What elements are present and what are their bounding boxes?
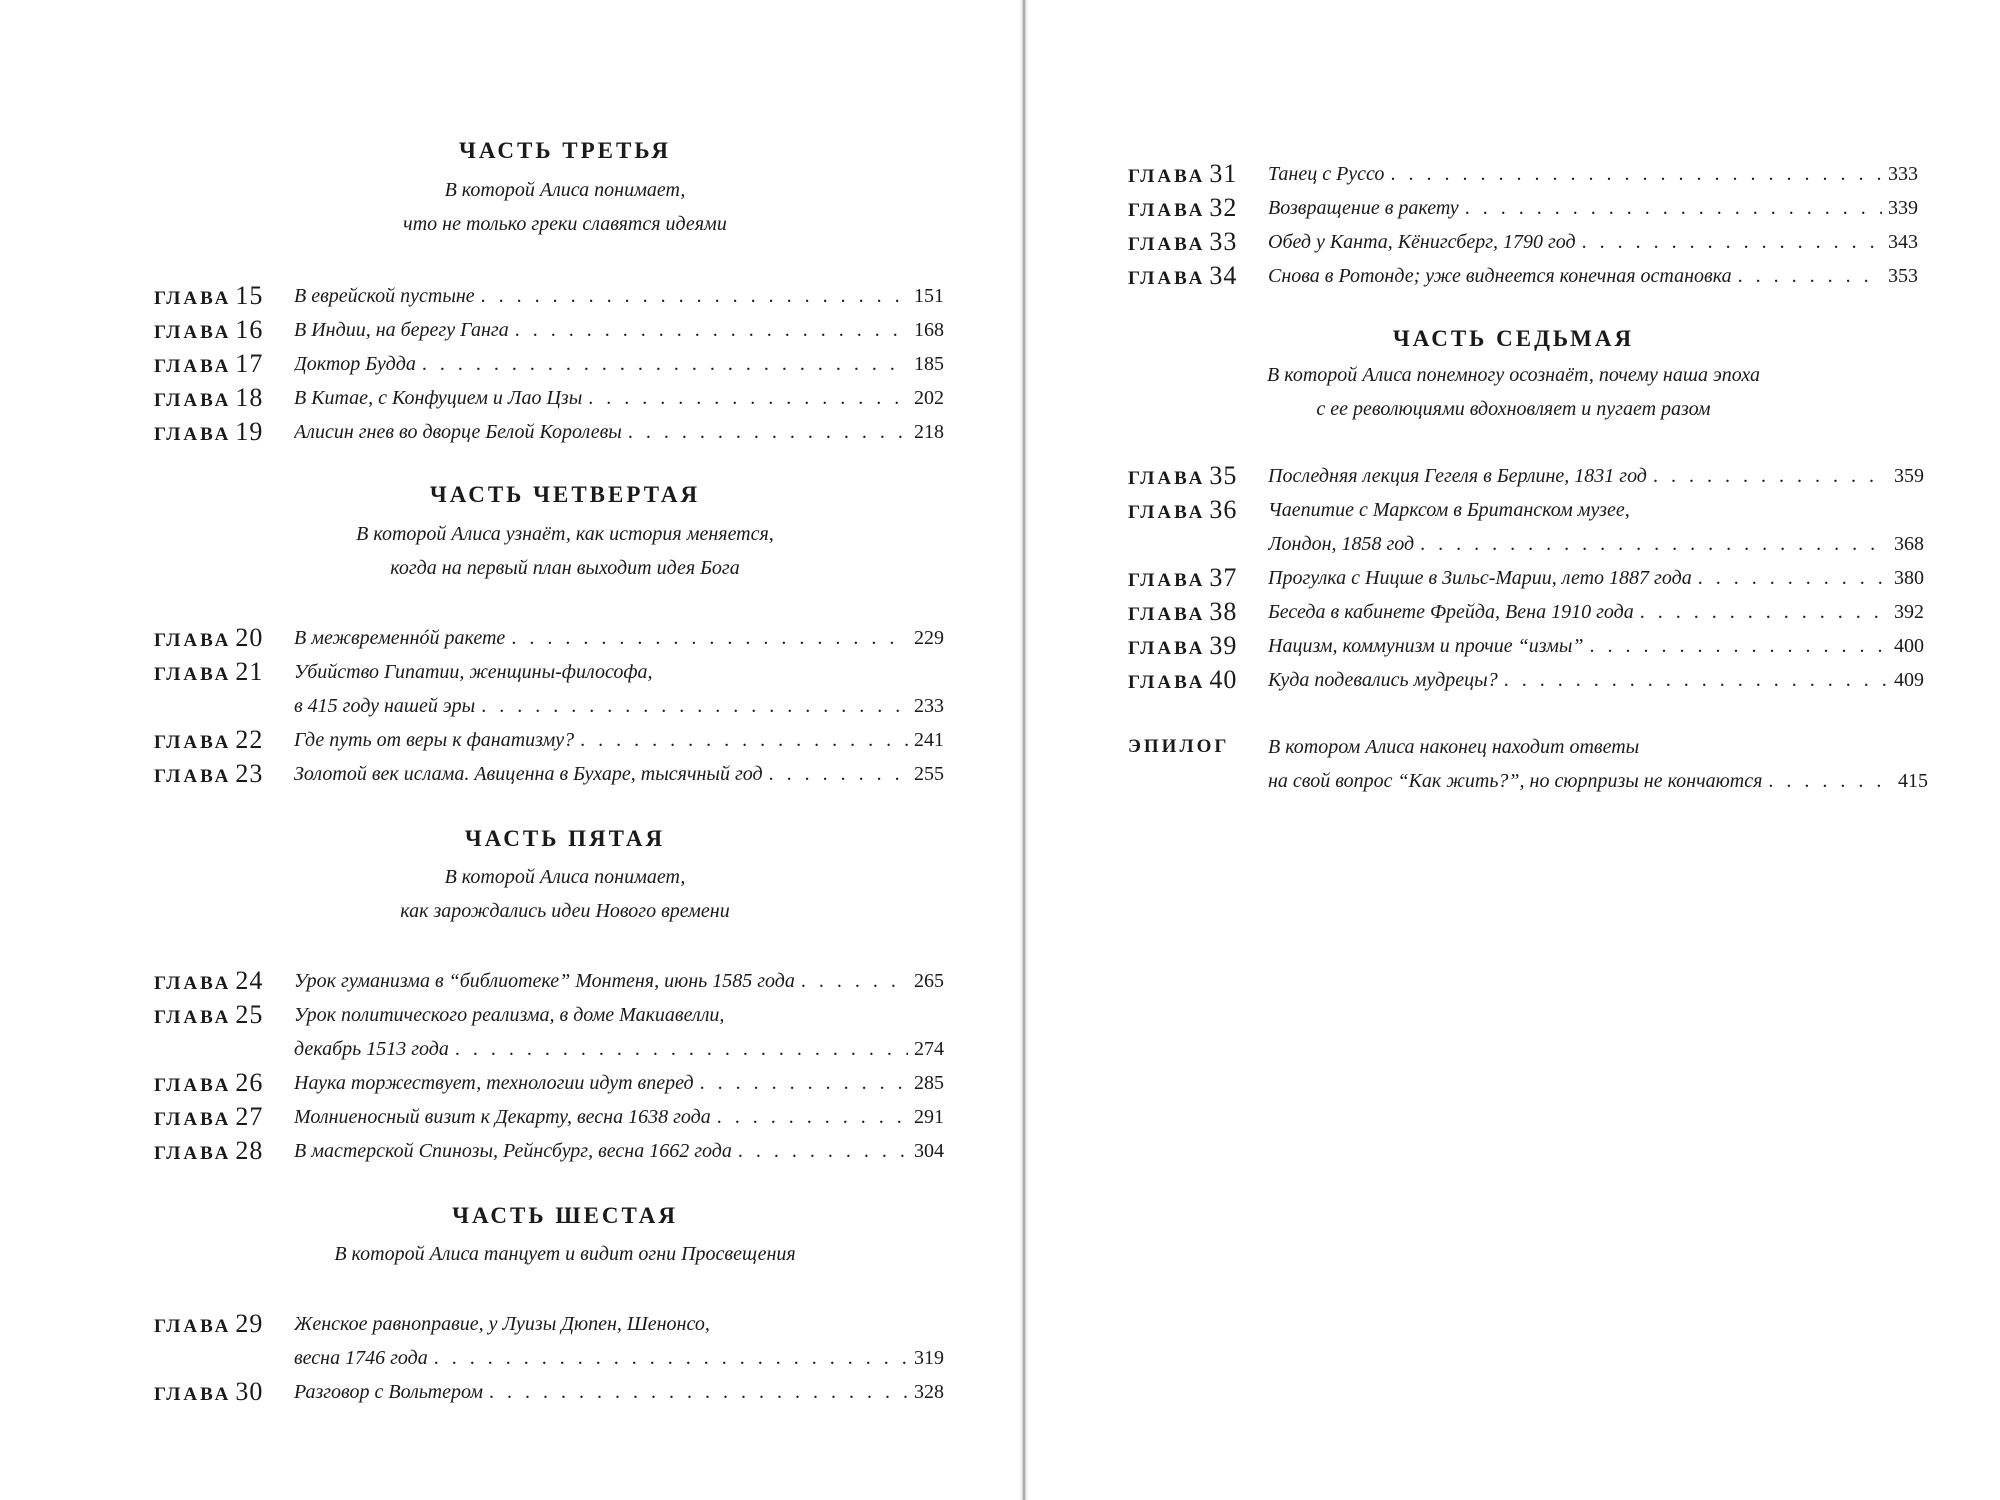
leader-dots bbox=[588, 381, 908, 415]
leader-dots bbox=[1504, 663, 1888, 697]
page-number: 339 bbox=[1888, 197, 1918, 219]
chapter-title: Убийство Гипатии, женщины-философа, bbox=[294, 661, 653, 683]
page-number: 400 bbox=[1894, 635, 1924, 657]
page-number: 353 bbox=[1888, 265, 1918, 287]
toc-entry[interactable]: ГЛАВА 33 Обед у Канта, Кёнигсберг, 1790 год . . . 343 bbox=[1128, 225, 1918, 259]
page-number: 241 bbox=[914, 729, 944, 751]
leader-dots bbox=[580, 723, 908, 757]
page-number: 328 bbox=[914, 1381, 944, 1403]
toc-entry[interactable]: ГЛАВА 21 Убийство Гипатии, женщины-философа, bbox=[154, 655, 944, 689]
toc-entry[interactable]: ГЛАВА 22 Где путь от веры к фанатизму? . . . 241 bbox=[154, 723, 944, 757]
leader-dots bbox=[511, 621, 908, 655]
toc-entry[interactable]: ГЛАВА 29 Женское равноправие, у Луизы Дюпен, Шенонсо, bbox=[154, 1307, 944, 1341]
page-number: 229 bbox=[914, 627, 944, 649]
toc-entry[interactable]: ГЛАВА 26 Наука торжествует, технологии идут вперед . . . 285 bbox=[154, 1066, 944, 1100]
part-title: ЧАСТЬ СЕДЬМАЯ bbox=[1392, 326, 1635, 351]
part-description: В которой Алиса понимает, как зарождались идеи Нового времени bbox=[400, 866, 730, 922]
toc-entry-continuation[interactable] bbox=[154, 1032, 944, 1066]
chapter-title: В Китае, с Конфуцием и Лао Цзы bbox=[294, 387, 583, 409]
toc-entry[interactable]: ГЛАВА 34 Снова в Ротонде; уже виднеется конечная остановка . . . 353 bbox=[1128, 259, 1918, 293]
leader-dots bbox=[1420, 527, 1888, 561]
part-title: ЧАСТЬ ЧЕТВЕРТАЯ bbox=[429, 482, 701, 507]
chapter-title: В мастерской Спинозы, Рейнсбург, весна 1662 года bbox=[294, 1140, 732, 1162]
leader-dots bbox=[1738, 259, 1882, 293]
page-number: 343 bbox=[1888, 231, 1918, 253]
page-number: 392 bbox=[1894, 601, 1924, 623]
toc-entry-epilogue[interactable] bbox=[1128, 730, 1928, 764]
chapter-title: Чаепитие с Марксом в Британском музее, bbox=[1268, 499, 1630, 521]
leader-dots bbox=[1640, 595, 1888, 629]
leader-dots bbox=[1698, 561, 1888, 595]
part-title: ЧАСТЬ ШЕСТАЯ bbox=[452, 1203, 678, 1228]
chapter-title: Прогулка с Ницше в Зильс-Марии, лето 1887 года bbox=[1268, 567, 1692, 589]
leader-dots bbox=[481, 279, 908, 313]
right-page bbox=[1027, 0, 2000, 1500]
toc-entry-continuation[interactable] bbox=[154, 1341, 944, 1375]
toc-entry[interactable]: ГЛАВА 36 Чаепитие с Марксом в Британском музее, bbox=[1128, 493, 1924, 527]
leader-dots bbox=[434, 1341, 908, 1375]
leader-dots bbox=[1465, 191, 1882, 225]
page-number: 319 bbox=[914, 1347, 944, 1369]
toc-entry[interactable]: ГЛАВА 24 Урок гуманизма в “библиотеке” Монтеня, июнь 1585 года . . . 265 bbox=[154, 964, 944, 998]
toc-entry[interactable]: ГЛАВА 25 Урок политического реализма, в доме Макиавелли, bbox=[154, 998, 944, 1032]
chapter-title: Нацизм, коммунизм и прочие “измы” bbox=[1268, 635, 1584, 657]
toc-entry[interactable]: ГЛАВА 40 Куда подевались мудрецы? . . . 409 bbox=[1128, 663, 1924, 697]
leader-dots bbox=[738, 1134, 908, 1168]
page-number: 380 bbox=[1894, 567, 1924, 589]
chapter-title: Танец с Руссо bbox=[1268, 163, 1385, 185]
chapter-title: Обед у Канта, Кёнигсберг, 1790 год bbox=[1268, 231, 1576, 253]
epilogue-title: В котором Алиса наконец находит ответы bbox=[1268, 736, 1640, 758]
chapter-title: Молниеносный визит к Декарту, весна 1638 года bbox=[294, 1106, 711, 1128]
page-number: 409 bbox=[1894, 669, 1924, 691]
chapter-title: Золотой век ислама. Авиценна в Бухаре, тысячный год bbox=[294, 763, 763, 785]
leader-dots bbox=[628, 415, 908, 449]
part-description: В которой Алиса понемногу осознаёт, почему наша эпоха с ее революциями вдохновляет и пугает разом bbox=[1267, 364, 1760, 420]
page-number: 202 bbox=[914, 387, 944, 409]
toc-entry[interactable]: ГЛАВА 37 Прогулка с Ницше в Зильс-Марии, лето 1887 года . . . 380 bbox=[1128, 561, 1924, 595]
leader-dots bbox=[700, 1066, 908, 1100]
page-number: 151 bbox=[914, 285, 944, 307]
toc-entry-continuation[interactable] bbox=[154, 689, 944, 723]
toc-entry[interactable]: ГЛАВА 18 В Китае, с Конфуцием и Лао Цзы . . . 202 bbox=[154, 381, 944, 415]
chapter-title-continued: весна 1746 года bbox=[294, 1347, 428, 1369]
toc-entry[interactable]: ГЛАВА 20 В межвременнóй ракете . . . 229 bbox=[154, 621, 944, 655]
toc-entry-continuation[interactable] bbox=[1128, 527, 1924, 561]
chapter-title: В еврейской пустыне bbox=[294, 285, 475, 307]
page-number: 368 bbox=[1894, 533, 1924, 555]
page-number: 285 bbox=[914, 1072, 944, 1094]
leader-dots bbox=[422, 347, 908, 381]
epilogue-label: ЭПИЛОГ bbox=[1128, 736, 1230, 757]
chapter-title: Доктор Будда bbox=[294, 353, 416, 375]
chapter-title: Куда подевались мудрецы? bbox=[1268, 669, 1498, 691]
leader-dots bbox=[1653, 459, 1888, 493]
chapter-title: Урок гуманизма в “библиотеке” Монтеня, июнь 1585 года bbox=[294, 970, 795, 992]
chapter-title: Алисин гнев во дворце Белой Королевы bbox=[294, 421, 622, 443]
leader-dots bbox=[481, 689, 908, 723]
chapter-title-continued: в 415 году нашей эры bbox=[294, 695, 476, 717]
chapter-title: Наука торжествует, технологии идут вперед bbox=[294, 1072, 694, 1094]
chapter-title: Снова в Ротонде; уже виднеется конечная остановка bbox=[1268, 265, 1732, 287]
chapter-title: Возвращение в ракету bbox=[1268, 197, 1459, 219]
part-title: ЧАСТЬ ТРЕТЬЯ bbox=[459, 138, 671, 163]
chapter-title: Женское равноправие, у Луизы Дюпен, Шенонсо, bbox=[294, 1313, 710, 1335]
chapter-title: В межвременнóй ракете bbox=[294, 627, 506, 649]
leader-dots bbox=[455, 1032, 908, 1066]
leader-dots bbox=[1390, 157, 1882, 191]
toc-entry[interactable]: ГЛАВА 27 Молниеносный визит к Декарту, весна 1638 года . . . 291 bbox=[154, 1100, 944, 1134]
chapter-title-continued: Лондон, 1858 год bbox=[1268, 533, 1415, 555]
part-title: ЧАСТЬ ПЯТАЯ bbox=[464, 826, 666, 851]
page-number: 185 bbox=[914, 353, 944, 375]
page-number: 233 bbox=[914, 695, 944, 717]
part-description: В которой Алиса узнаёт, как история меняется, когда на первый план выходит идея Бога bbox=[356, 523, 774, 579]
leader-dots bbox=[769, 757, 908, 791]
chapter-title: Беседа в кабинете Фрейда, Вена 1910 года bbox=[1268, 601, 1634, 623]
toc-entry[interactable]: ГЛАВА 16 В Индии, на берегу Ганга . . . 168 bbox=[154, 313, 944, 347]
leader-dots bbox=[515, 313, 908, 347]
leader-dots bbox=[1768, 764, 1892, 798]
page-number: 415 bbox=[1898, 770, 1928, 792]
leader-dots bbox=[1590, 629, 1889, 663]
chapter-title-continued: декабрь 1513 года bbox=[294, 1038, 449, 1060]
toc-entry[interactable]: ГЛАВА 39 Нацизм, коммунизм и прочие “измы” . . . 400 bbox=[1128, 629, 1924, 663]
chapter-title: Последняя лекция Гегеля в Берлине, 1831 год bbox=[1268, 465, 1647, 487]
page-number: 265 bbox=[914, 970, 944, 992]
toc-entry[interactable]: ГЛАВА 15 В еврейской пустыне . . . 151 bbox=[154, 279, 944, 313]
toc-entry[interactable]: ГЛАВА 38 Беседа в кабинете Фрейда, Вена 1910 года . . . 392 bbox=[1128, 595, 1924, 629]
part-description: В которой Алиса понимает, что не только греки славятся идеями bbox=[403, 179, 727, 235]
chapter-title: Урок политического реализма, в доме Макиавелли, bbox=[294, 1004, 725, 1026]
chapter-title: Разговор с Вольтером bbox=[294, 1381, 483, 1403]
leader-dots bbox=[717, 1100, 908, 1134]
toc-entry[interactable]: ГЛАВА 28 В мастерской Спинозы, Рейнсбург, весна 1662 года . . . 304 bbox=[154, 1134, 944, 1168]
page-number: 274 bbox=[914, 1038, 944, 1060]
page-number: 255 bbox=[914, 763, 944, 785]
part-description: В которой Алиса танцует и видит огни Просвещения bbox=[334, 1243, 796, 1265]
toc-entry[interactable]: ГЛАВА 35 Последняя лекция Гегеля в Берлине, 1831 год . . . 359 bbox=[1128, 459, 1924, 493]
toc-entry[interactable]: ГЛАВА 32 Возвращение в ракету . . . 339 bbox=[1128, 191, 1918, 225]
toc-entry[interactable]: ГЛАВА 30 Разговор с Вольтером . . . 328 bbox=[154, 1375, 944, 1409]
leader-dots bbox=[1582, 225, 1882, 259]
page-number: 218 bbox=[914, 421, 944, 443]
chapter-title: Где путь от веры к фанатизму? bbox=[294, 729, 575, 751]
leader-dots bbox=[801, 964, 908, 998]
page-number: 359 bbox=[1894, 465, 1924, 487]
toc-entry[interactable]: ГЛАВА 17 Доктор Будда . . . 185 bbox=[154, 347, 944, 381]
toc-entry[interactable]: ГЛАВА 19 Алисин гнев во дворце Белой Королевы . . . 218 bbox=[154, 415, 944, 449]
leader-dots bbox=[489, 1375, 908, 1409]
page-number: 168 bbox=[914, 319, 944, 341]
page-number: 304 bbox=[914, 1140, 944, 1162]
toc-entry[interactable]: ГЛАВА 23 Золотой век ислама. Авиценна в Бухаре, тысячный год . . . 255 bbox=[154, 757, 944, 791]
page-number: 291 bbox=[914, 1106, 944, 1128]
chapter-title: В Индии, на берегу Ганга bbox=[294, 319, 509, 341]
page-number: 333 bbox=[1888, 163, 1918, 185]
epilogue-title-continued: на свой вопрос “Как жить?”, но сюрпризы не кончаются bbox=[1268, 770, 1763, 792]
toc-entry-continuation[interactable] bbox=[1128, 764, 1928, 798]
toc-entry[interactable]: ГЛАВА 31 Танец с Руссо . . . 333 bbox=[1128, 157, 1918, 191]
